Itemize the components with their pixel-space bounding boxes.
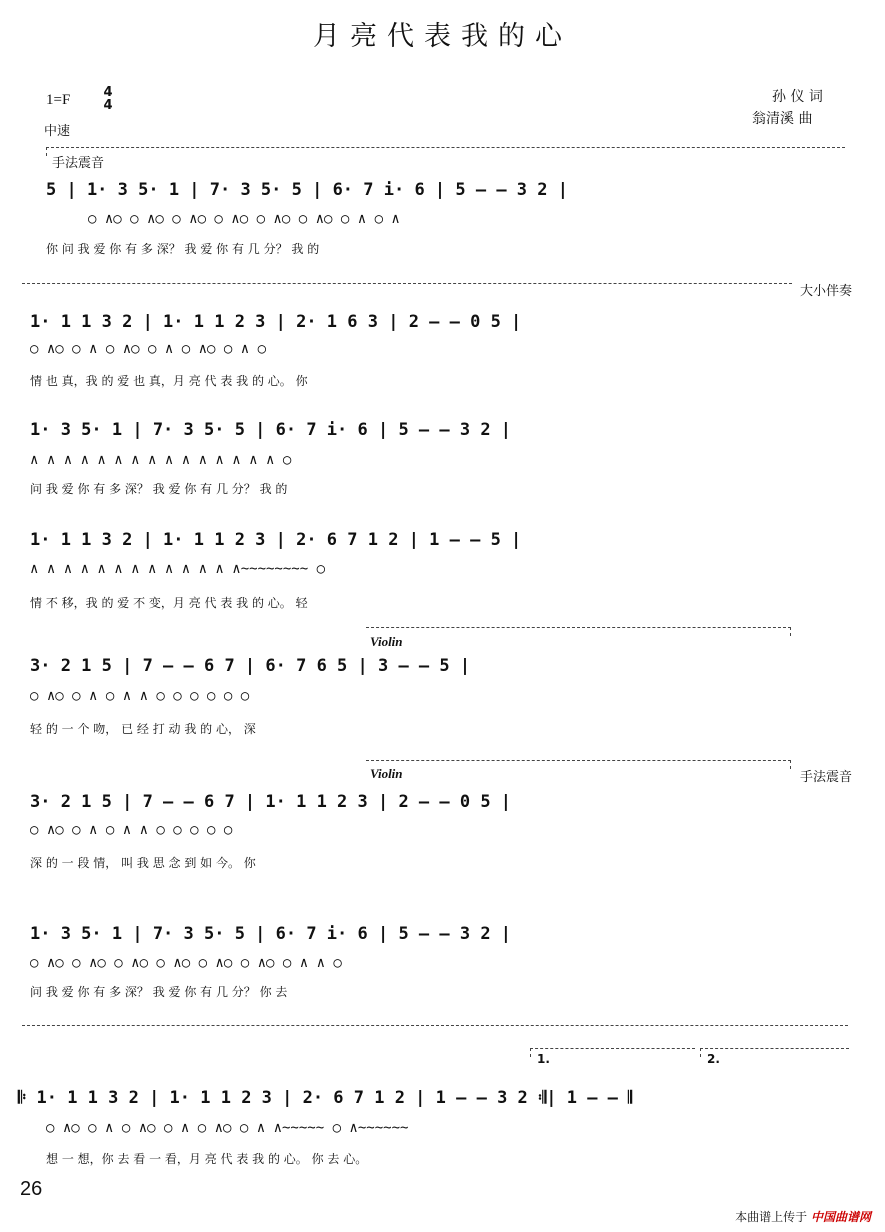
notation-row-7: 1· 3 5· 1 | 7· 3 5· 5 | 6· 7 i· 6 | 5 — — 3 2 | [30, 924, 512, 944]
notation-row-5: 3· 2 1 5 | 7 — — 6 7 | 6· 7 6 5 | 3 — — 5 | [30, 656, 471, 676]
volta-2-label: 2. [707, 1052, 720, 1066]
divider-2 [22, 1025, 848, 1026]
key-signature: 1=F [46, 92, 71, 108]
volta-1-label: 1. [537, 1052, 550, 1066]
technique-row-7: ○ ∧○ ○ ∧○ ○ ∧○ ○ ∧○ ○ ∧○ ○ ∧○ ○ ∧ ∧ ○ [30, 955, 342, 971]
technique-row-6: ○ ∧○ ○ ∧ ○ ∧ ∧ ○ ○ ○ ○ ○ [30, 822, 233, 838]
site-logo-text: 中国曲谱网 [810, 1210, 871, 1224]
time-signature [102, 86, 114, 112]
violin-cue-2: Violin [370, 766, 403, 781]
lyrics-row-3: 问 我 爱 你 有 多 深？ 我 爱 你 有 几 分？ 我 的 [30, 482, 288, 496]
technique-row-5: ○ ∧○ ○ ∧ ○ ∧ ∧ ○ ○ ○ ○ ○ ○ [30, 688, 250, 704]
accompaniment-cue: 大小伴奏 [800, 284, 853, 299]
lyrics-row-7: 问 我 爱 你 有 多 深？ 我 爱 你 有 几 分？ 你 去 [30, 985, 288, 999]
technique-row-2: ○ ∧○ ○ ∧ ○ ∧○ ○ ∧ ○ ∧○ ○ ∧ ○ [30, 341, 267, 357]
lyrics-row-4: 情 不 移，我 的 爱 不 变，月 亮 代 表 我 的 心。 轻 [30, 596, 308, 610]
technique-row-3: ∧ ∧ ∧ ∧ ∧ ∧ ∧ ∧ ∧ ∧ ∧ ∧ ∧ ∧ ∧ ○ [30, 452, 292, 468]
violin-bracket-2 [366, 760, 791, 769]
notation-row-8: 𝄆 1· 1 1 3 2 | 1· 1 1 2 3 | 2· 6 7 1 2 | 1 — — 3 2 𝄇| 1 — — 𝄂 [18, 1088, 632, 1108]
lyrics-row-5: 轻 的 一 个 吻， 已 经 打 动 我 的 心， 深 [30, 722, 256, 736]
technique-row-4: ∧ ∧ ∧ ∧ ∧ ∧ ∧ ∧ ∧ ∧ ∧ ∧ ∧~~~~~~~~ ○ [30, 561, 326, 577]
footer-text: 本曲谱上传于 [735, 1210, 808, 1224]
notation-row-4: 1· 1 1 3 2 | 1· 1 1 2 3 | 2· 6 7 1 2 | 1 — — 5 | [30, 530, 522, 550]
composer-credit: 翁清溪 曲 [752, 111, 813, 127]
volta-2-bracket [700, 1048, 849, 1057]
footer-credit [735, 1208, 871, 1225]
vibrato-cue-2: 手法震音 [800, 770, 853, 785]
notation-row-2: 1· 1 1 3 2 | 1· 1 1 2 3 | 2· 1 6 3 | 2 — — 0 5 | [30, 312, 522, 332]
lyrics-row-6: 深 的 一 段 情， 叫 我 思 念 到 如 今。 你 [30, 856, 256, 870]
notation-row-1: 5 | 1· 3 5· 1 | 7· 3 5· 5 | 6· 7 i· 6 | 5 — — 3 2 | [46, 180, 568, 200]
lyrics-row-1: 你 问 我 爱 你 有 多 深？ 我 爱 你 有 几 分？ 我 的 [46, 242, 320, 256]
technique-row-8: ○ ∧○ ○ ∧ ○ ∧○ ○ ∧ ○ ∧○ ○ ∧ ∧~~~~~ ○ ∧~~~~~~ [46, 1120, 409, 1136]
vibrato-cue: 手法震音 [52, 156, 105, 171]
violin-cue-1: Violin [370, 634, 403, 649]
score-title: 月亮代表我的心 [313, 21, 572, 52]
tempo-marking: 中速 [44, 124, 71, 139]
page-number: 26 [20, 1178, 43, 1200]
time-sig-bottom: 4 [103, 98, 113, 113]
technique-row-1: ○ ∧○ ○ ∧○ ○ ∧○ ○ ∧○ ○ ∧○ ○ ∧○ ○ ∧ ○ ∧ [88, 211, 400, 227]
notation-row-3: 1· 3 5· 1 | 7· 3 5· 5 | 6· 7 i· 6 | 5 — — 3 2 | [30, 420, 512, 440]
vibrato-bracket [46, 147, 845, 156]
lyrics-row-2: 情 也 真，我 的 爱 也 真，月 亮 代 表 我 的 心。 你 [30, 374, 308, 388]
violin-bracket-1 [366, 627, 791, 636]
lyrics-row-8: 想 一 想，你 去 看 一 看，月 亮 代 表 我 的 心。 你 去 心。 [46, 1152, 368, 1166]
volta-1-bracket [530, 1048, 695, 1057]
notation-row-6: 3· 2 1 5 | 7 — — 6 7 | 1· 1 1 2 3 | 2 — — 0 5 | [30, 792, 512, 812]
divider [22, 283, 792, 284]
time-sig-top: 4 [103, 85, 113, 100]
lyricist-credit: 孙 仪 词 [772, 89, 823, 105]
